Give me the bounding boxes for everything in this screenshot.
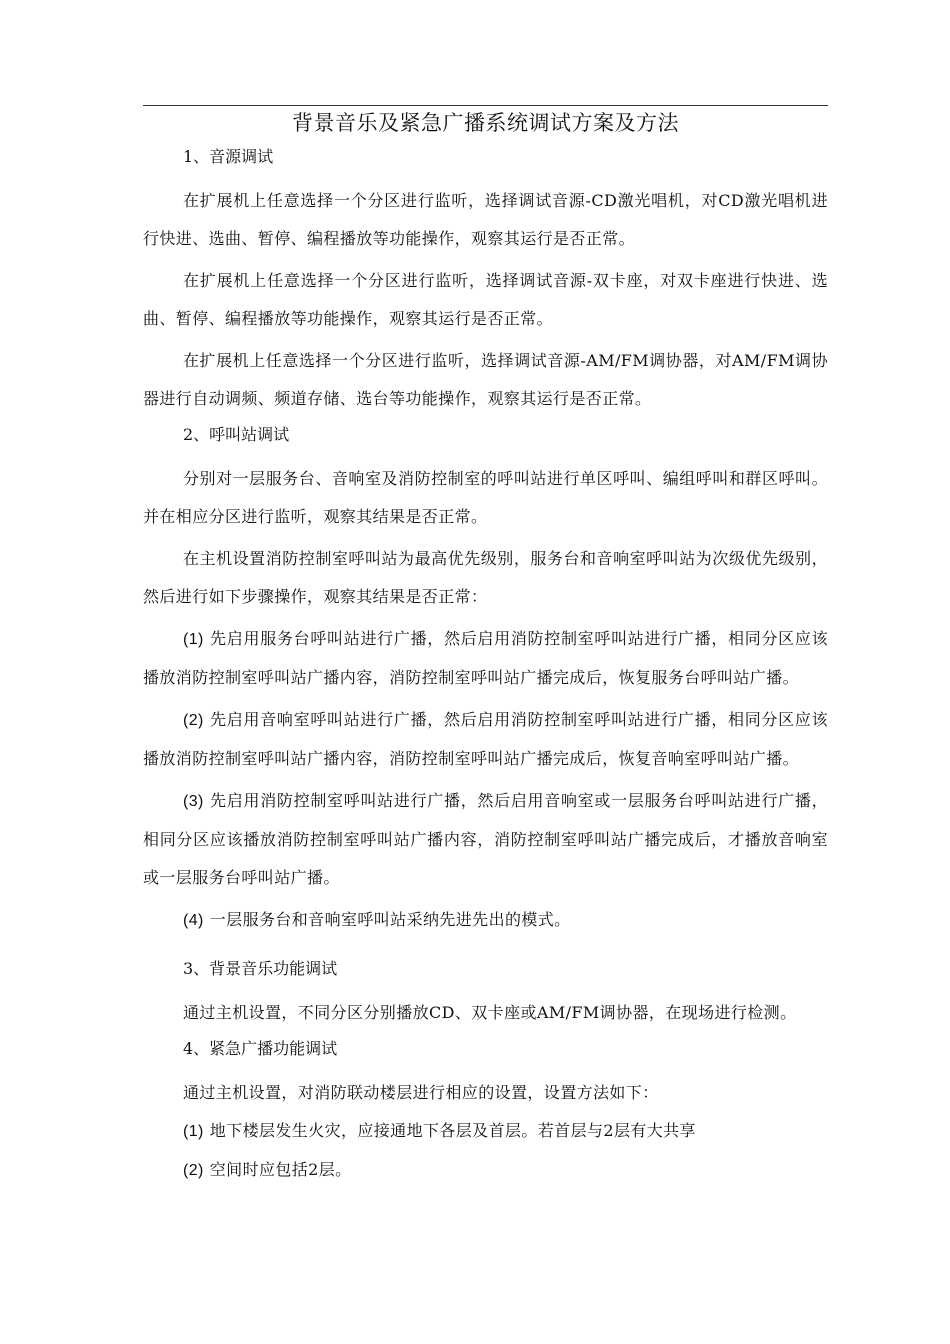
list-item-text: 先启用服务台呼叫站进行广播，然后启用消防控制室呼叫站进行广播，相同分区应该播放消防控制室呼叫站广播内容，消防控制室呼叫站广播完成后，恢复服务台呼叫站广播。 <box>143 629 828 687</box>
list-item-number: (4) <box>183 912 204 929</box>
list-item <box>143 1151 828 1190</box>
list-item-number: (1) <box>183 631 204 648</box>
list-item <box>143 620 828 697</box>
list-item <box>143 1112 828 1151</box>
list-item-text: 先启用音响室呼叫站进行广播，然后启用消防控制室呼叫站进行广播，相同分区应该播放消防控制室呼叫站广播内容，消防控制室呼叫站广播完成后，恢复音响室呼叫站广播。 <box>143 710 828 768</box>
list-item <box>143 782 828 897</box>
paragraph: 通过主机设置，对消防联动楼层进行相应的设置，设置方法如下： <box>183 1083 659 1102</box>
document-body <box>143 108 828 1190</box>
header-rule <box>143 105 828 106</box>
list-item-number: (3) <box>183 793 204 810</box>
list-item-number: (2) <box>183 1162 204 1179</box>
list-item <box>143 701 828 778</box>
list-item-number: (2) <box>183 712 204 729</box>
section-heading: 2、呼叫站调试 <box>183 425 290 444</box>
section-heading: 4、紧急广播功能调试 <box>183 1039 338 1058</box>
document-title: 背景音乐及紧急广播系统调试方案及方法 <box>292 111 679 135</box>
section-heading: 3、背景音乐功能调试 <box>183 959 338 978</box>
paragraph: 在扩展机上任意选择一个分区进行监听，选择调试音源-AM/FM调协器，对AM/FM调协器进行自动调频、频道存储、选台等功能操作，观察其运行是否正常。 <box>143 351 828 408</box>
list-item-text: 地下楼层发生火灾，应接通地下各层及首层。若首层与2层有大共享 <box>209 1121 696 1140</box>
paragraph: 通过主机设置，不同分区分别播放CD、双卡座或AM/FM调协器，在现场进行检测。 <box>183 1003 797 1022</box>
list-item-text: 一层服务台和音响室呼叫站采纳先进先出的模式。 <box>209 910 571 929</box>
paragraph: 在扩展机上任意选择一个分区进行监听，选择调试音源-CD激光唱机，对CD激光唱机进行快进、选曲、暂停、编程播放等功能操作，观察其运行是否正常。 <box>143 191 828 248</box>
paragraph: 分别对一层服务台、音响室及消防控制室的呼叫站进行单区呼叫、编组呼叫和群区呼叫。并在相应分区进行监听，观察其结果是否正常。 <box>143 469 828 526</box>
list-item-text: 空间时应包括2层。 <box>209 1160 352 1179</box>
section-heading: 1、音源调试 <box>183 147 274 166</box>
list-item <box>143 901 828 940</box>
paragraph: 在主机设置消防控制室呼叫站为最高优先级别，服务台和音响室呼叫站为次级优先级别，然后进行如下步骤操作，观察其结果是否正常： <box>143 549 828 606</box>
paragraph: 在扩展机上任意选择一个分区进行监听，选择调试音源-双卡座，对双卡座进行快进、选曲、暂停、编程播放等功能操作，观察其运行是否正常。 <box>143 271 828 328</box>
list-item-text: 先启用消防控制室呼叫站进行广播，然后启用音响室或一层服务台呼叫站进行广播，相同分区应该播放消防控制室呼叫站广播内容，消防控制室呼叫站广播完成后，才播放音响室或一层服务台呼叫站广播。 <box>143 791 828 887</box>
list-item-number: (1) <box>183 1123 204 1140</box>
